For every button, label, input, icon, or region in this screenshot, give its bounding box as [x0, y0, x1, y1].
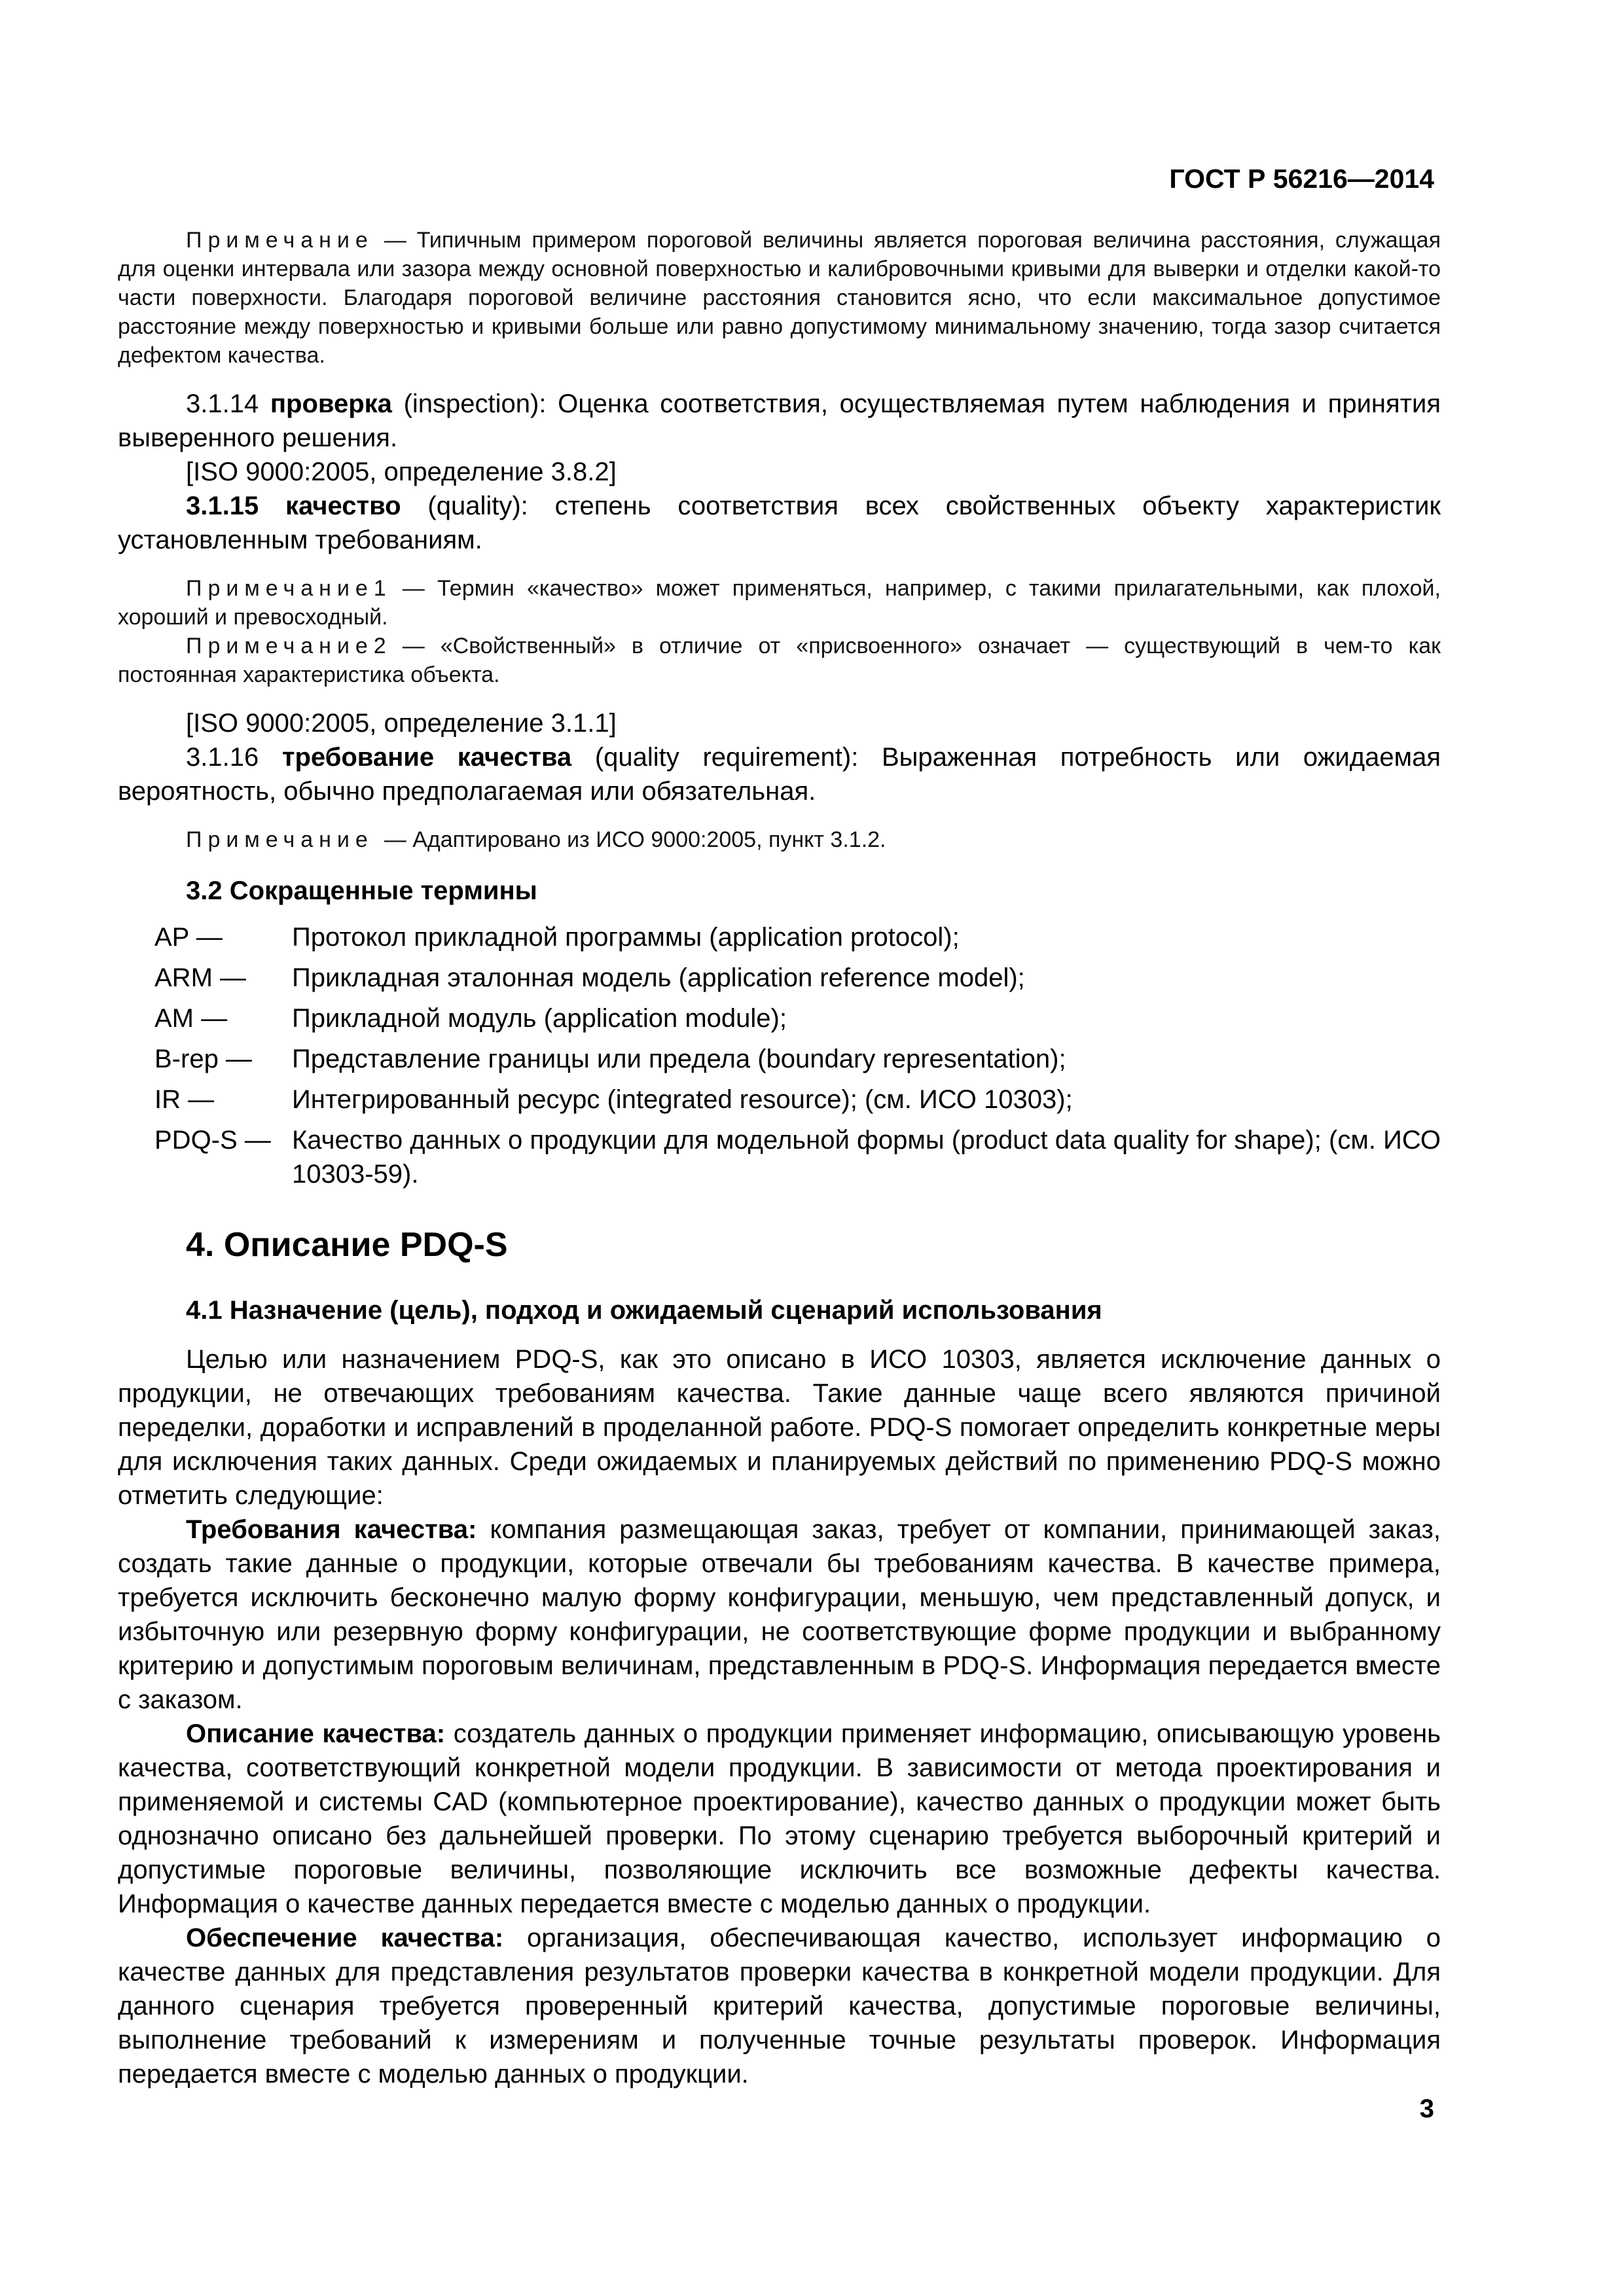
section-4-heading: 4. Описание PDQ-S [186, 1226, 508, 1264]
abbreviation-item [118, 1042, 1441, 1076]
paragraph-title: Требования качества: [186, 1515, 477, 1544]
abbreviation-item [118, 1001, 1441, 1035]
note-label: Примечание1 [186, 576, 392, 601]
abbreviation-key: IR — [154, 1085, 215, 1114]
reference-3-1-1: [ISO 9000:2005, определение 3.1.1] [186, 709, 617, 738]
note-text: — «Свойственный» в отличие от «присвоенного» означает — существующий в чем-то как постоянная характеристика объекта. [118, 634, 1441, 687]
abbreviation-value: Интегрированный ресурс (integrated resource); (см. ИСО 10303); [292, 1085, 1073, 1114]
term-definition: (inspection): Оценка соответствия, осуществляемая путем наблюдения и принятия выверенного решения. [118, 389, 1441, 452]
term-definition: (quality): степень соответствия всех свойственных объекту характеристик установленным требованиям. [118, 492, 1441, 554]
term-3-1-15 [118, 489, 1441, 557]
note-1 [118, 574, 1441, 632]
note-label: Примечание2 [186, 634, 392, 658]
abbreviation-item [118, 961, 1441, 995]
term-number-name: 3.1.15 качество [186, 492, 401, 520]
note-text: — Адаптировано из ИСО 9000:2005, пункт 3.1.2. [384, 827, 886, 852]
term-number: 3.1.16 [186, 743, 259, 772]
paragraph-text: организация, обеспечивающая качество, использует информацию о качестве данных для представления результатов проверки качества в конкретной модели продукции. Для данного сценария требуется проверенный критерий качества, допустимые пороговые величины, выполнение требований к измерениям и полученные точные результаты проверок. Информация передается вместе с моделью данных о продукции. [118, 1924, 1441, 2089]
note-text: — Типичным примером пороговой величины является пороговая величина расстояния, служащая для оценки интервала или зазора между основной поверхностью и калибровочными кривыми для выверки и отделки какой-то части поверхности. Благодаря пороговой величине расстояния становится ясно, что если максимальное допустимое расстояние между поверхностью и кривыми больше или равно допустимому минимальному значению, тогда зазор считается дефектом качества. [118, 228, 1441, 368]
paragraph-quality-description [118, 1717, 1441, 1921]
note-2 [118, 632, 1441, 689]
abbreviation-value: Прикладной модуль (application module); [292, 1004, 787, 1033]
term-3-1-14 [118, 387, 1441, 455]
abbreviation-key: AM — [154, 1004, 228, 1033]
paragraph-quality-assurance [118, 1921, 1441, 2091]
abbreviation-item [118, 1123, 1441, 1191]
term-definition: (quality requirement): Выраженная потребность или ожидаемая вероятность, обычно предполагаемая или обязательная. [118, 743, 1441, 806]
note-label: Примечание [186, 827, 374, 852]
note-label: Примечание [186, 228, 374, 253]
term-name: проверка [270, 389, 392, 418]
section-4-1-heading: 4.1 Назначение (цель), подход и ожидаемый сценарий использования [186, 1296, 1102, 1325]
document-code: ГОСТ Р 56216—2014 [1169, 164, 1434, 194]
abbreviation-key: B-rep — [154, 1045, 252, 1073]
page-number: 3 [1419, 2094, 1434, 2123]
note-text: — Термин «качество» может применяться, например, с такими прилагательными, как плохой, хороший и превосходный. [118, 576, 1441, 630]
page-content [118, 226, 1441, 2091]
term-3-1-16 [118, 740, 1441, 808]
abbreviation-key: ARM — [154, 963, 246, 992]
abbreviation-list [118, 920, 1441, 1191]
abbreviation-value: Протокол прикладной программы (application protocol); [292, 923, 960, 952]
section-3-2-heading: 3.2 Сокращенные термины [186, 876, 537, 905]
abbreviation-key: AP — [154, 923, 223, 952]
abbreviation-value: Представление границы или предела (boundary representation); [292, 1045, 1066, 1073]
paragraph-title: Обеспечение качества: [186, 1924, 504, 1952]
paragraph-title: Описание качества: [186, 1719, 446, 1748]
abbreviation-key: PDQ-S — [154, 1126, 271, 1155]
abbreviation-item [118, 1083, 1441, 1117]
paragraph-intro: Целью или назначением PDQ-S, как это описано в ИСО 10303, является исключение данных о продукции, не отвечающих требованиям качества. Такие данные чаще всего являются причиной переделки, доработки и исправлений в проделанной работе. PDQ-S помогает определить конкретные меры для исключения таких данных. Среди ожидаемых и планируемых действий по применению PDQ-S можно отметить следующие: [118, 1345, 1441, 1510]
term-name: требование качества [281, 743, 572, 772]
paragraph-text: компания размещающая заказ, требует от компании, принимающей заказ, создать такие данные о продукции, которые отвечали бы требованиям качества. В качестве примера, требуется исключить бесконечно малую форму конфигурации, меньшую, чем представленный допуск, и избыточную или резервную форму конфигурации, не соответствующие форме продукции и выбранному критерию и допустимым пороговым величинам, представленным в PDQ-S. Информация передается вместе с заказом. [118, 1515, 1441, 1714]
abbreviation-item [118, 920, 1441, 954]
term-number: 3.1.14 [186, 389, 259, 418]
paragraph-quality-requirements [118, 1513, 1441, 1717]
note-threshold [118, 226, 1441, 370]
abbreviation-value: Качество данных о продукции для модельной формы (product data quality for shape); (см. ИСО 10303-59). [292, 1126, 1441, 1189]
reference-3-8-2: [ISO 9000:2005, определение 3.8.2] [186, 457, 617, 486]
paragraph-text: создатель данных о продукции применяет информацию, описывающую уровень качества, соответствующий конкретной модели продукции. В зависимости от метода проектирования и применяемой и системы CAD (компьютерное проектирование), качество данных о продукции может быть однозначно описано без дальнейшей проверки. По этому сценарию требуется выборочный критерий и допустимые пороговые величины, позволяющие исключить все возможные дефекты качества. Информация о качестве данных передается вместе с моделью данных о продукции. [118, 1719, 1441, 1918]
abbreviation-value: Прикладная эталонная модель (application reference model); [292, 963, 1025, 992]
note-adapted [118, 825, 1441, 854]
